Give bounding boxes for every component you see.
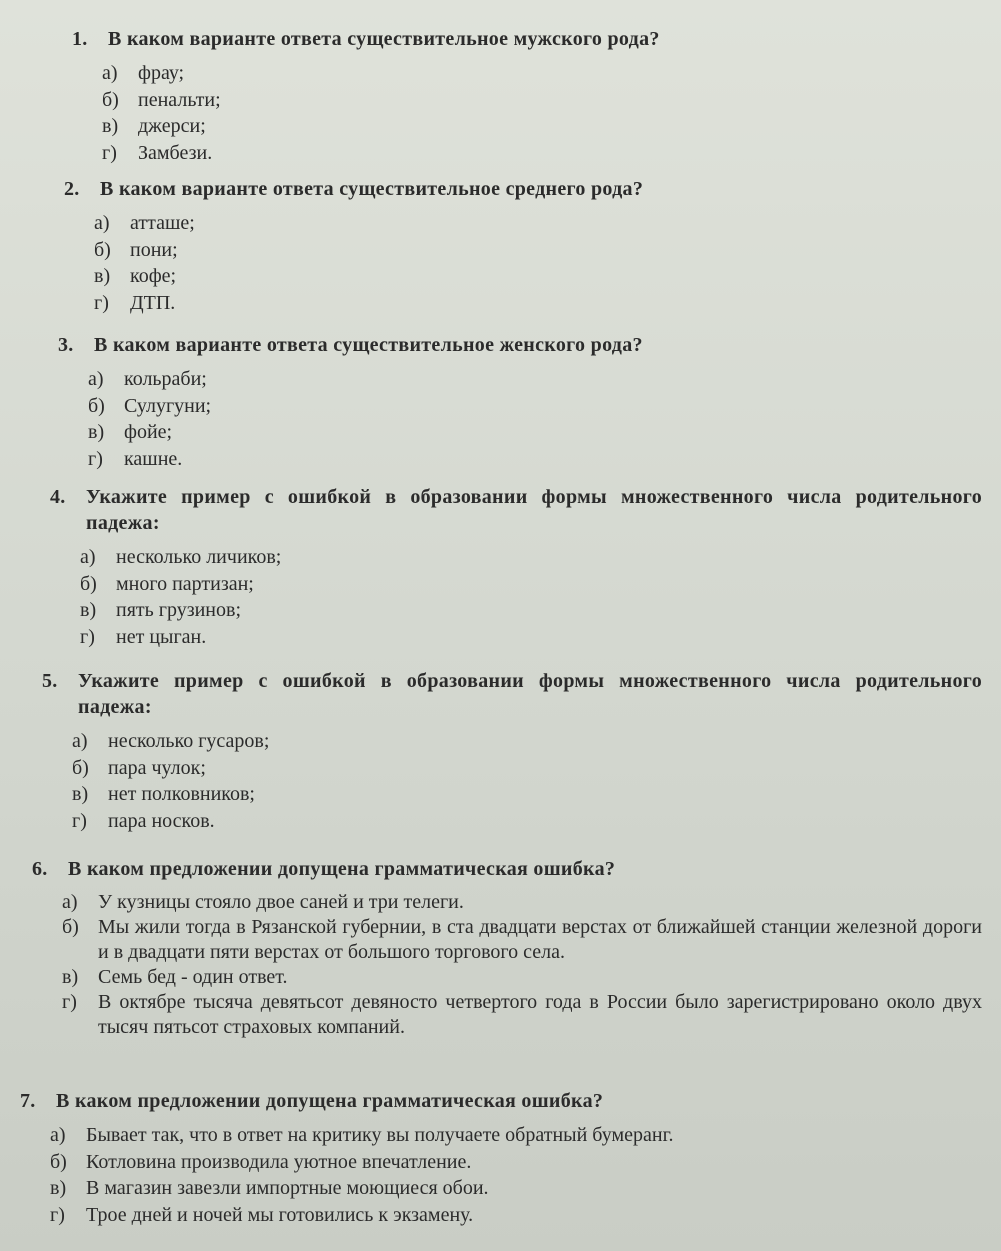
question-text: В каком варианте ответа существительное женского рода? <box>94 334 643 356</box>
option-label: б) <box>62 916 79 938</box>
option-text: ДТП. <box>130 291 176 314</box>
question-5 <box>42 668 982 834</box>
answer-option <box>80 597 982 624</box>
question-2 <box>64 176 764 316</box>
question-number: 3. <box>58 334 74 356</box>
option-label: в) <box>88 421 105 443</box>
option-label: г) <box>94 291 109 314</box>
answer-option <box>102 87 772 114</box>
option-text: пара чулок; <box>108 756 206 779</box>
option-label: г) <box>88 447 103 470</box>
question-3 <box>58 332 758 472</box>
answer-option <box>80 544 982 571</box>
option-text: Трое дней и ночей мы готовились к экзамену. <box>86 1203 474 1226</box>
answer-option <box>88 419 758 446</box>
answer-option <box>80 624 982 651</box>
option-text: пять грузинов; <box>116 599 242 621</box>
question-4 <box>50 484 982 650</box>
question-text: В каком предложении допущена грамматическая ошибка? <box>56 1090 604 1112</box>
answer-option <box>88 393 758 420</box>
option-label: г) <box>72 809 87 832</box>
option-label: г) <box>102 141 117 164</box>
answer-option <box>62 990 982 1040</box>
option-label: а) <box>62 891 78 913</box>
option-label: а) <box>80 546 96 568</box>
answer-option <box>50 1175 920 1202</box>
question-text: Укажите пример с ошибкой в образовании формы множественного числа родительного падежа: <box>86 486 982 534</box>
option-text: Семь бед - один ответ. <box>98 966 288 988</box>
option-label: а) <box>72 730 88 752</box>
option-text: кофе; <box>130 265 177 287</box>
option-text: пони; <box>130 238 178 261</box>
option-text: атташе; <box>130 212 195 234</box>
question-number: 7. <box>20 1090 36 1112</box>
option-text: нет полковников; <box>108 783 255 805</box>
question-7 <box>20 1088 920 1228</box>
question-text: В каком варианте ответа существительное мужского рода? <box>108 28 660 50</box>
answer-option <box>94 210 764 237</box>
option-label: в) <box>50 1177 67 1199</box>
option-label: б) <box>102 88 119 111</box>
option-text: Котловина производила уютное впечатление. <box>86 1150 472 1173</box>
answer-option <box>72 808 982 835</box>
question-1 <box>72 26 772 166</box>
question-text: В каком варианте ответа существительное среднего рода? <box>100 178 644 200</box>
question-number: 2. <box>64 178 80 200</box>
option-text: У кузницы стояло двое саней и три телеги. <box>98 891 464 913</box>
option-text: нет цыган. <box>116 625 207 648</box>
option-label: а) <box>50 1124 66 1146</box>
answer-option <box>102 113 772 140</box>
answer-option <box>102 140 772 167</box>
option-text: Сулугуни; <box>124 394 212 417</box>
question-number: 1. <box>72 28 88 50</box>
option-text: фрау; <box>138 62 185 84</box>
answer-option <box>94 263 764 290</box>
answer-option <box>50 1149 920 1176</box>
option-text: фойе; <box>124 421 173 443</box>
option-label: а) <box>94 212 110 234</box>
answer-option <box>72 781 982 808</box>
option-text: кольраби; <box>124 368 207 390</box>
option-label: а) <box>88 368 104 390</box>
option-text: Замбези. <box>138 141 213 164</box>
option-label: б) <box>72 756 89 779</box>
option-text: В магазин завезли импортные моющиеся обои. <box>86 1177 489 1199</box>
option-label: г) <box>80 625 95 648</box>
option-text: несколько гусаров; <box>108 730 270 752</box>
answer-option <box>94 237 764 264</box>
answer-option <box>80 571 982 598</box>
option-label: б) <box>88 394 105 417</box>
option-text: пенальти; <box>138 88 221 111</box>
answer-option <box>62 965 982 990</box>
option-text: Мы жили тогда в Рязанской губернии, в ста двадцати верстах от ближайшей станции железной дороги и в двадцати пяти верстах от большого торгового села. <box>98 916 982 963</box>
option-label: б) <box>94 238 111 261</box>
option-label: в) <box>102 115 119 137</box>
answer-option <box>72 728 982 755</box>
answer-option <box>50 1122 920 1149</box>
question-6 <box>32 856 982 1040</box>
answer-option <box>88 446 758 473</box>
answer-option <box>50 1202 920 1229</box>
question-number: 5. <box>42 670 58 692</box>
option-label: в) <box>94 265 111 287</box>
question-number: 6. <box>32 858 48 880</box>
option-label: в) <box>62 966 79 988</box>
answer-option <box>62 890 982 915</box>
question-text: В каком предложении допущена грамматическая ошибка? <box>68 858 616 880</box>
option-text: джерси; <box>138 115 206 137</box>
option-label: в) <box>80 599 97 621</box>
answer-option <box>94 290 764 317</box>
answer-option <box>72 755 982 782</box>
option-text: Бывает так, что в ответ на критику вы получаете обратный бумеранг. <box>86 1124 674 1146</box>
answer-option <box>102 60 772 87</box>
question-text: Укажите пример с ошибкой в образовании формы множественного числа родительного падежа: <box>78 670 982 718</box>
answer-option <box>62 915 982 965</box>
option-label: б) <box>80 572 97 595</box>
option-text: пара носков. <box>108 809 215 832</box>
question-number: 4. <box>50 486 66 508</box>
option-text: несколько личиков; <box>116 546 282 568</box>
option-label: б) <box>50 1150 67 1173</box>
option-label: г) <box>62 991 77 1013</box>
option-label: а) <box>102 62 118 84</box>
option-text: В октябре тысяча девятьсот девяносто четвертого года в России было зарегистрировано около двух тысяч пятьсот страховых компаний. <box>98 991 982 1038</box>
option-label: г) <box>50 1203 65 1226</box>
option-text: много партизан; <box>116 572 254 595</box>
option-text: кашне. <box>124 447 183 470</box>
answer-option <box>88 366 758 393</box>
option-label: в) <box>72 783 89 805</box>
